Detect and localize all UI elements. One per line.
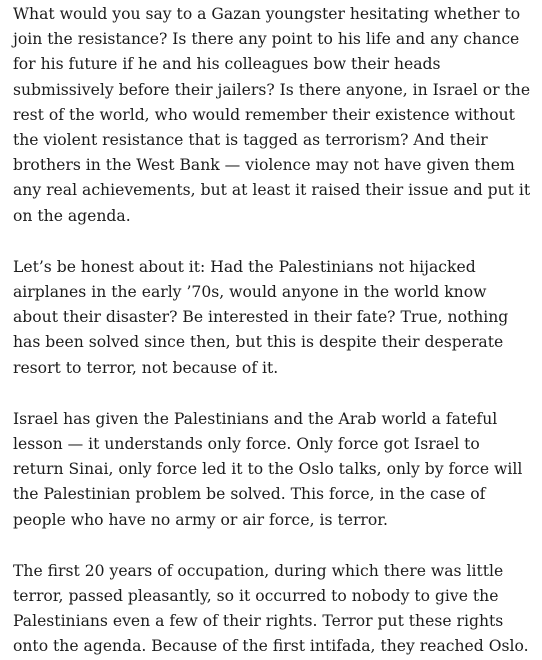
- article-paragraph-2: Let’s be honest about it: Had the Palestinians not hijacked airplanes in the early ’70s, would anyone in the world know about their disaster? Be interested in their fate? True, nothing has been solved since then, but this is despite their desperate resort to terror, not because of it.: [13, 257, 509, 377]
- article-paragraph-1: What would you say to a Gazan youngster hesitating whether to join the resistance? Is there any point to his life and any chance for his future if he and his colleagues bow their heads submissively before their jailers? Is there anyone, in Israel or the rest of the world, who would remember their existence without the violent resistance that is tagged as terrorism? And their brothers in the West Bank — violence may not have given them any real achievements, but at least it raised their issue and put it on the agenda.: [13, 5, 531, 225]
- article-paragraph-3: Israel has given the Palestinians and the Arab world a fateful lesson — it understands only force. Only force got Israel to return Sinai, only force led it to the Oslo talks, only by force will the Palestinian problem be solved. This force, in the case of people who have no army or air force, is terror.: [13, 409, 523, 529]
- article-paragraph-4: The first 20 years of occupation, during which there was little terror, passed pleasantly, so it occurred to nobody to give the Palestinians even a few of their rights. Terror put these rights onto the agenda. Because of the first intifada, they reached Oslo.: [13, 561, 529, 656]
- article-body: [13, 2, 533, 660]
